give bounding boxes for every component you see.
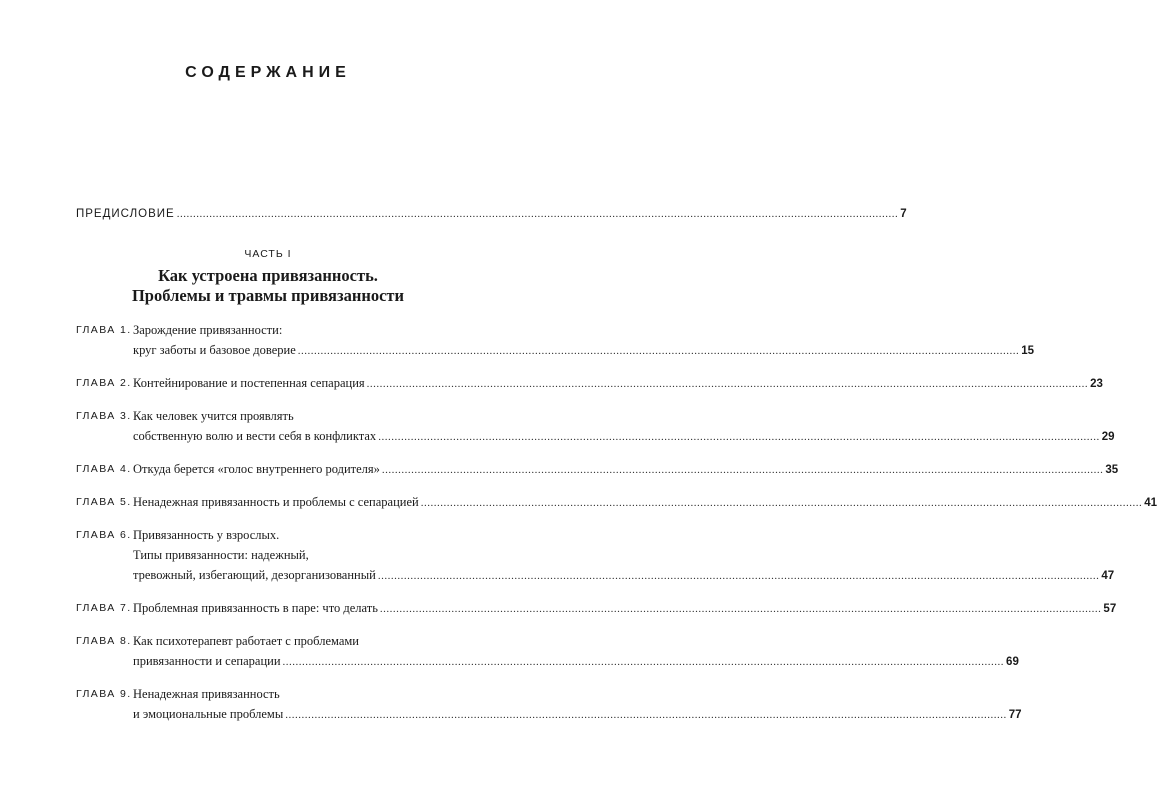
dot-leader	[298, 341, 1020, 361]
chapter-title-line: Ненадежная привязанность	[133, 687, 280, 701]
dot-leader	[378, 566, 1100, 586]
chapter-label: ГЛАВА 5.	[76, 496, 132, 508]
chapter-page-number: 41	[1144, 497, 1157, 509]
chapter-label: ГЛАВА 7.	[76, 602, 132, 614]
toc-entry-chapter-6[interactable]	[76, 525, 1115, 586]
dot-leader	[421, 493, 1143, 513]
dot-leader	[382, 460, 1104, 480]
chapter-label: ГЛАВА 1.	[76, 324, 132, 336]
chapter-title-line: Типы привязанности: надежный,	[133, 548, 309, 562]
chapter-page-number: 35	[1105, 464, 1119, 476]
chapter-title-line: Ненадежная привязанность и проблемы с сепарацией	[133, 495, 419, 509]
toc-entry-chapter-7[interactable]	[76, 598, 1117, 619]
toc-title: СОДЕРЖАНИЕ	[185, 64, 351, 81]
dot-leader	[283, 652, 1005, 672]
toc-entry-preface[interactable]	[76, 208, 907, 220]
dot-leader	[177, 208, 899, 220]
chapter-title-line: привязанности и сепарации	[133, 654, 281, 668]
toc-entry-chapter-5[interactable]	[76, 492, 1157, 513]
toc-entry-chapter-8[interactable]	[76, 631, 1019, 672]
chapter-title-line: Откуда берется «голос внутреннего родителя»	[133, 462, 380, 476]
chapter-title-line: Как психотерапевт работает с проблемами	[133, 634, 359, 648]
chapter-page-number: 57	[1103, 603, 1117, 615]
chapter-page-number: 15	[1021, 345, 1035, 357]
dot-leader	[285, 705, 1007, 725]
chapter-title-line: собственную волю и вести себя в конфликтах	[133, 429, 377, 443]
chapter-page-number: 77	[1008, 709, 1022, 721]
toc-entry-chapter-4[interactable]	[76, 459, 1119, 480]
chapter-page-number: 29	[1101, 431, 1115, 443]
chapter-label: ГЛАВА 2.	[76, 377, 132, 389]
part-title-line-1: Как устроена привязанность.	[158, 266, 378, 285]
chapter-list	[76, 320, 1157, 737]
toc-entry-chapter-1[interactable]	[76, 320, 1035, 361]
chapter-title-line: и эмоциональные проблемы	[133, 707, 284, 721]
chapter-label: ГЛАВА 4.	[76, 463, 132, 475]
dot-leader	[378, 427, 1100, 447]
chapter-label: ГЛАВА 9.	[76, 688, 132, 700]
chapter-label: ГЛАВА 8.	[76, 635, 132, 647]
dot-leader	[380, 599, 1102, 619]
chapter-page-number: 69	[1006, 656, 1019, 668]
preface-page-number: 7	[900, 208, 907, 220]
part-title-line-2: Проблемы и травмы привязанности	[131, 286, 405, 305]
chapter-page-number: 47	[1101, 570, 1115, 582]
chapter-title-line: Как человек учится проявлять	[133, 409, 294, 423]
chapter-title-line: тревожный, избегающий, дезорганизованный	[133, 568, 376, 582]
chapter-page-number: 23	[1090, 378, 1103, 390]
chapter-label: ГЛАВА 3.	[76, 410, 132, 422]
chapter-title-line: Контейнирование и постепенная сепарация	[133, 376, 365, 390]
chapter-title-line: Проблемная привязанность в паре: что делать	[133, 601, 378, 615]
chapter-title-line: Привязанность у взрослых.	[133, 528, 280, 542]
chapter-title-line: Зарождение привязанности:	[133, 323, 283, 337]
toc-entry-chapter-2[interactable]	[76, 373, 1103, 394]
chapter-label: ГЛАВА 6.	[76, 529, 132, 541]
toc-entry-chapter-9[interactable]	[76, 684, 1022, 725]
toc-entry-chapter-3[interactable]	[76, 406, 1115, 447]
part-label: ЧАСТЬ I	[244, 248, 292, 260]
dot-leader	[367, 374, 1089, 394]
part-title	[0, 266, 536, 306]
chapter-title-line: круг заботы и базовое доверие	[133, 343, 296, 357]
preface-label: ПРЕДИСЛОВИЕ	[76, 208, 175, 220]
